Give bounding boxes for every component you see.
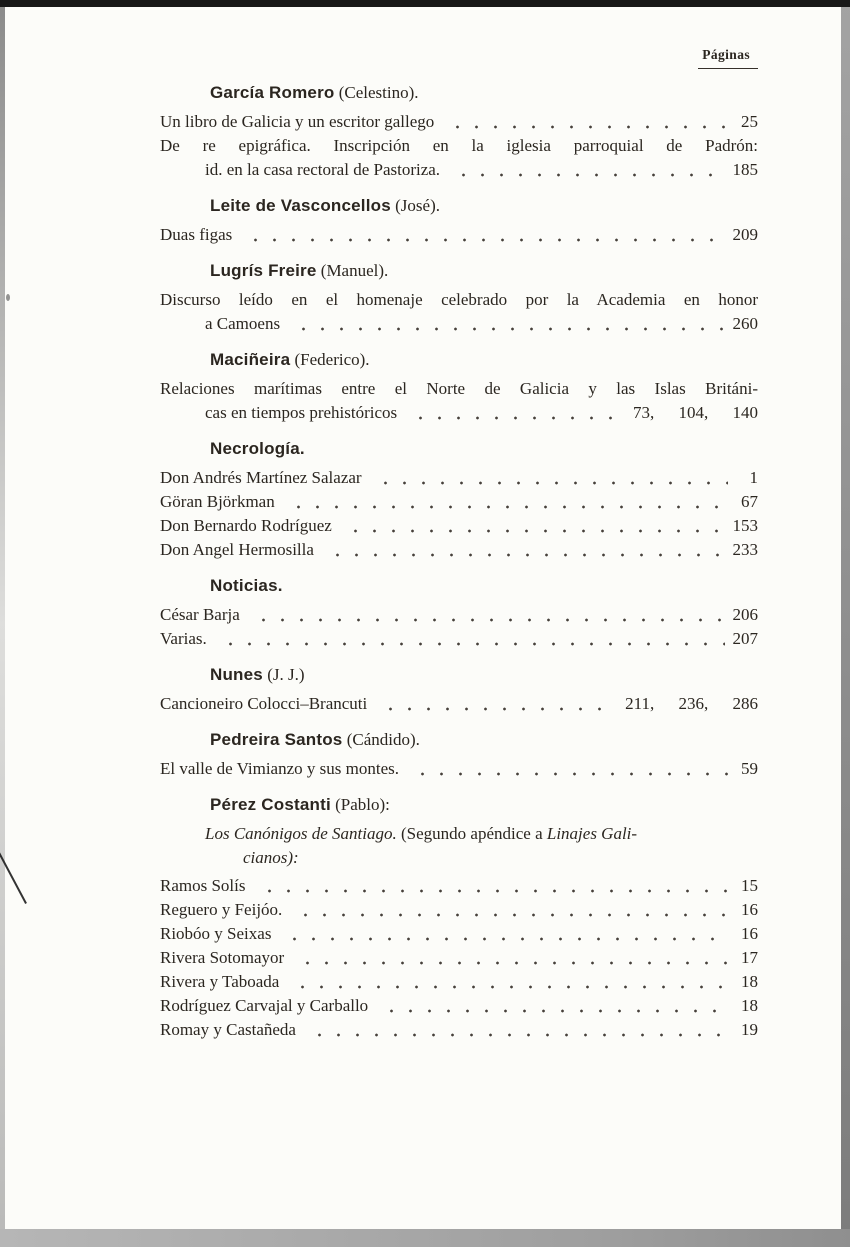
dot-leader bbox=[217, 627, 725, 651]
entry-pages: 73, 104, 140 bbox=[633, 403, 758, 422]
entry-page: 19 bbox=[741, 1020, 758, 1039]
dot-leader bbox=[407, 401, 625, 425]
entry-title: Don Bernardo Rodríguez bbox=[160, 516, 332, 535]
subsection-title-line1: Los Canónigos de Santiago. (Segundo apéndice a Linajes Gali- bbox=[205, 824, 638, 843]
author-forename: (Cándido). bbox=[346, 730, 420, 749]
entry-title-line1: De re epigráfica. Inscripción en la iglesia parroquial de Padrón: bbox=[160, 136, 758, 155]
author-surname: Pedreira Santos bbox=[210, 730, 343, 749]
entry-title: Don Andrés Martínez Salazar bbox=[160, 468, 362, 487]
author-forename: (J. J.) bbox=[267, 665, 305, 684]
entry-title: Don Angel Hermosilla bbox=[160, 540, 314, 559]
scan-edge-bottom bbox=[0, 1229, 850, 1247]
author-forename: (José). bbox=[395, 196, 440, 215]
scan-speck bbox=[6, 294, 10, 301]
index-entry bbox=[160, 466, 758, 490]
dot-leader bbox=[444, 110, 728, 134]
entry-page: 18 bbox=[741, 996, 758, 1015]
entry-page: 185 bbox=[732, 160, 758, 179]
section-heading-macineira bbox=[210, 348, 758, 371]
index-entry bbox=[160, 922, 758, 946]
section-heading-necrologia bbox=[210, 437, 758, 460]
index-entry bbox=[160, 603, 758, 627]
index-entry bbox=[160, 514, 758, 538]
entry-title: Duas figas bbox=[160, 225, 233, 244]
entry-title-line1: Relaciones marítimas entre el Norte de Galicia y las Islas Británi- bbox=[160, 379, 758, 398]
entry-title: Rivera Sotomayor bbox=[160, 948, 285, 967]
index-entry bbox=[160, 223, 758, 247]
dot-leader bbox=[242, 223, 724, 247]
entry-title: Reguero y Feijóo. bbox=[160, 900, 283, 919]
author-surname: Nunes bbox=[210, 665, 263, 684]
index-entry bbox=[160, 874, 758, 898]
author-surname: Pérez Costanti bbox=[210, 795, 331, 814]
index-entry bbox=[160, 1018, 758, 1042]
subsection-title-line2: cianos): bbox=[243, 848, 299, 867]
index-entry bbox=[160, 970, 758, 994]
entry-page: 260 bbox=[732, 314, 758, 333]
index-entry bbox=[160, 401, 758, 425]
entry-page: 15 bbox=[741, 876, 758, 895]
section-title: Noticias. bbox=[210, 576, 283, 595]
entry-page: 18 bbox=[741, 972, 758, 991]
dot-leader bbox=[409, 757, 728, 781]
entry-page: 25 bbox=[741, 112, 758, 131]
dot-leader bbox=[450, 158, 724, 182]
index-entry bbox=[160, 158, 758, 182]
entry-title: Un libro de Galicia y un escritor gallego bbox=[160, 112, 435, 131]
entry-title: Cancioneiro Colocci–Brancuti bbox=[160, 694, 368, 713]
scan-edge-right bbox=[841, 0, 850, 1247]
entry-page: 207 bbox=[732, 629, 758, 648]
dot-leader bbox=[281, 922, 728, 946]
index-entry bbox=[160, 312, 758, 336]
index-entry bbox=[160, 692, 758, 716]
section-heading-nunes bbox=[210, 663, 758, 686]
entry-title-line1: Discurso leído en el homenaje celebrado por la Academia en honor bbox=[160, 290, 758, 309]
author-surname: Lugrís Freire bbox=[210, 261, 317, 280]
dot-leader bbox=[250, 603, 725, 627]
entry-title: Ramos Solís bbox=[160, 876, 246, 895]
dot-leader bbox=[292, 898, 728, 922]
scan-edge-top bbox=[0, 0, 850, 7]
entry-title: César Barja bbox=[160, 605, 240, 624]
index-entry bbox=[160, 757, 758, 781]
author-forename: (Pablo): bbox=[335, 795, 390, 814]
dot-leader bbox=[306, 1018, 728, 1042]
entry-page: 16 bbox=[741, 900, 758, 919]
entry-title: Varias. bbox=[160, 629, 207, 648]
dot-leader bbox=[294, 946, 728, 970]
index-entry bbox=[160, 946, 758, 970]
entry-page: 233 bbox=[732, 540, 758, 559]
dot-leader bbox=[372, 466, 728, 490]
entry-title: El valle de Vimianzo y sus montes. bbox=[160, 759, 399, 778]
entry-title: Romay y Castañeda bbox=[160, 1020, 296, 1039]
index-entry bbox=[160, 490, 758, 514]
author-surname: Leite de Vasconcellos bbox=[210, 196, 391, 215]
index-entry bbox=[160, 627, 758, 651]
entry-page: 1 bbox=[749, 468, 758, 487]
pages-label: Páginas bbox=[698, 47, 758, 69]
dot-leader bbox=[342, 514, 725, 538]
dot-leader bbox=[378, 994, 728, 1018]
author-forename: (Manuel). bbox=[320, 261, 389, 280]
entry-page: 153 bbox=[732, 516, 758, 535]
section-heading-leite-de-vasconcellos bbox=[210, 194, 758, 217]
entry-page: 17 bbox=[741, 948, 758, 967]
section-title: Necrología. bbox=[210, 439, 305, 458]
section-heading-pedreira-santos bbox=[210, 728, 758, 751]
section-heading-garcia-romero bbox=[210, 81, 758, 104]
dot-leader bbox=[290, 312, 724, 336]
entry-title-line2: id. en la casa rectoral de Pastoriza. bbox=[205, 160, 441, 179]
entry-page: 16 bbox=[741, 924, 758, 943]
section-heading-perez-costanti bbox=[210, 793, 758, 816]
entry-page: 67 bbox=[741, 492, 758, 511]
subsection-title bbox=[205, 822, 758, 870]
entry-title: Rodríguez Carvajal y Carballo bbox=[160, 996, 369, 1015]
entry-page: 206 bbox=[732, 605, 758, 624]
dot-leader bbox=[289, 970, 728, 994]
dot-leader bbox=[285, 490, 728, 514]
dot-leader bbox=[324, 538, 725, 562]
index-entry bbox=[160, 538, 758, 562]
index-content bbox=[160, 46, 758, 1042]
author-surname: Maciñeira bbox=[210, 350, 291, 369]
index-entry bbox=[160, 110, 758, 134]
dot-leader bbox=[377, 692, 617, 716]
entry-title: Riobóo y Seixas bbox=[160, 924, 272, 943]
entry-page: 209 bbox=[732, 225, 758, 244]
author-surname: García Romero bbox=[210, 83, 335, 102]
pages-column-header bbox=[160, 46, 758, 69]
index-entry bbox=[160, 898, 758, 922]
entry-page: 59 bbox=[741, 759, 758, 778]
dot-leader bbox=[256, 874, 729, 898]
section-heading-lugris-freire bbox=[210, 259, 758, 282]
entry-pages: 211, 236, 286 bbox=[625, 694, 758, 713]
scan-edge-left bbox=[0, 0, 5, 1247]
author-forename: (Federico). bbox=[294, 350, 370, 369]
entry-title: Rivera y Taboada bbox=[160, 972, 280, 991]
entry-title: Göran Björkman bbox=[160, 492, 275, 511]
entry-title-line2: a Camoens bbox=[205, 314, 281, 333]
section-heading-noticias bbox=[210, 574, 758, 597]
entry-title-line2: cas en tiempos prehistóricos bbox=[205, 403, 398, 422]
author-forename: (Celestino). bbox=[338, 83, 419, 102]
index-entry bbox=[160, 994, 758, 1018]
